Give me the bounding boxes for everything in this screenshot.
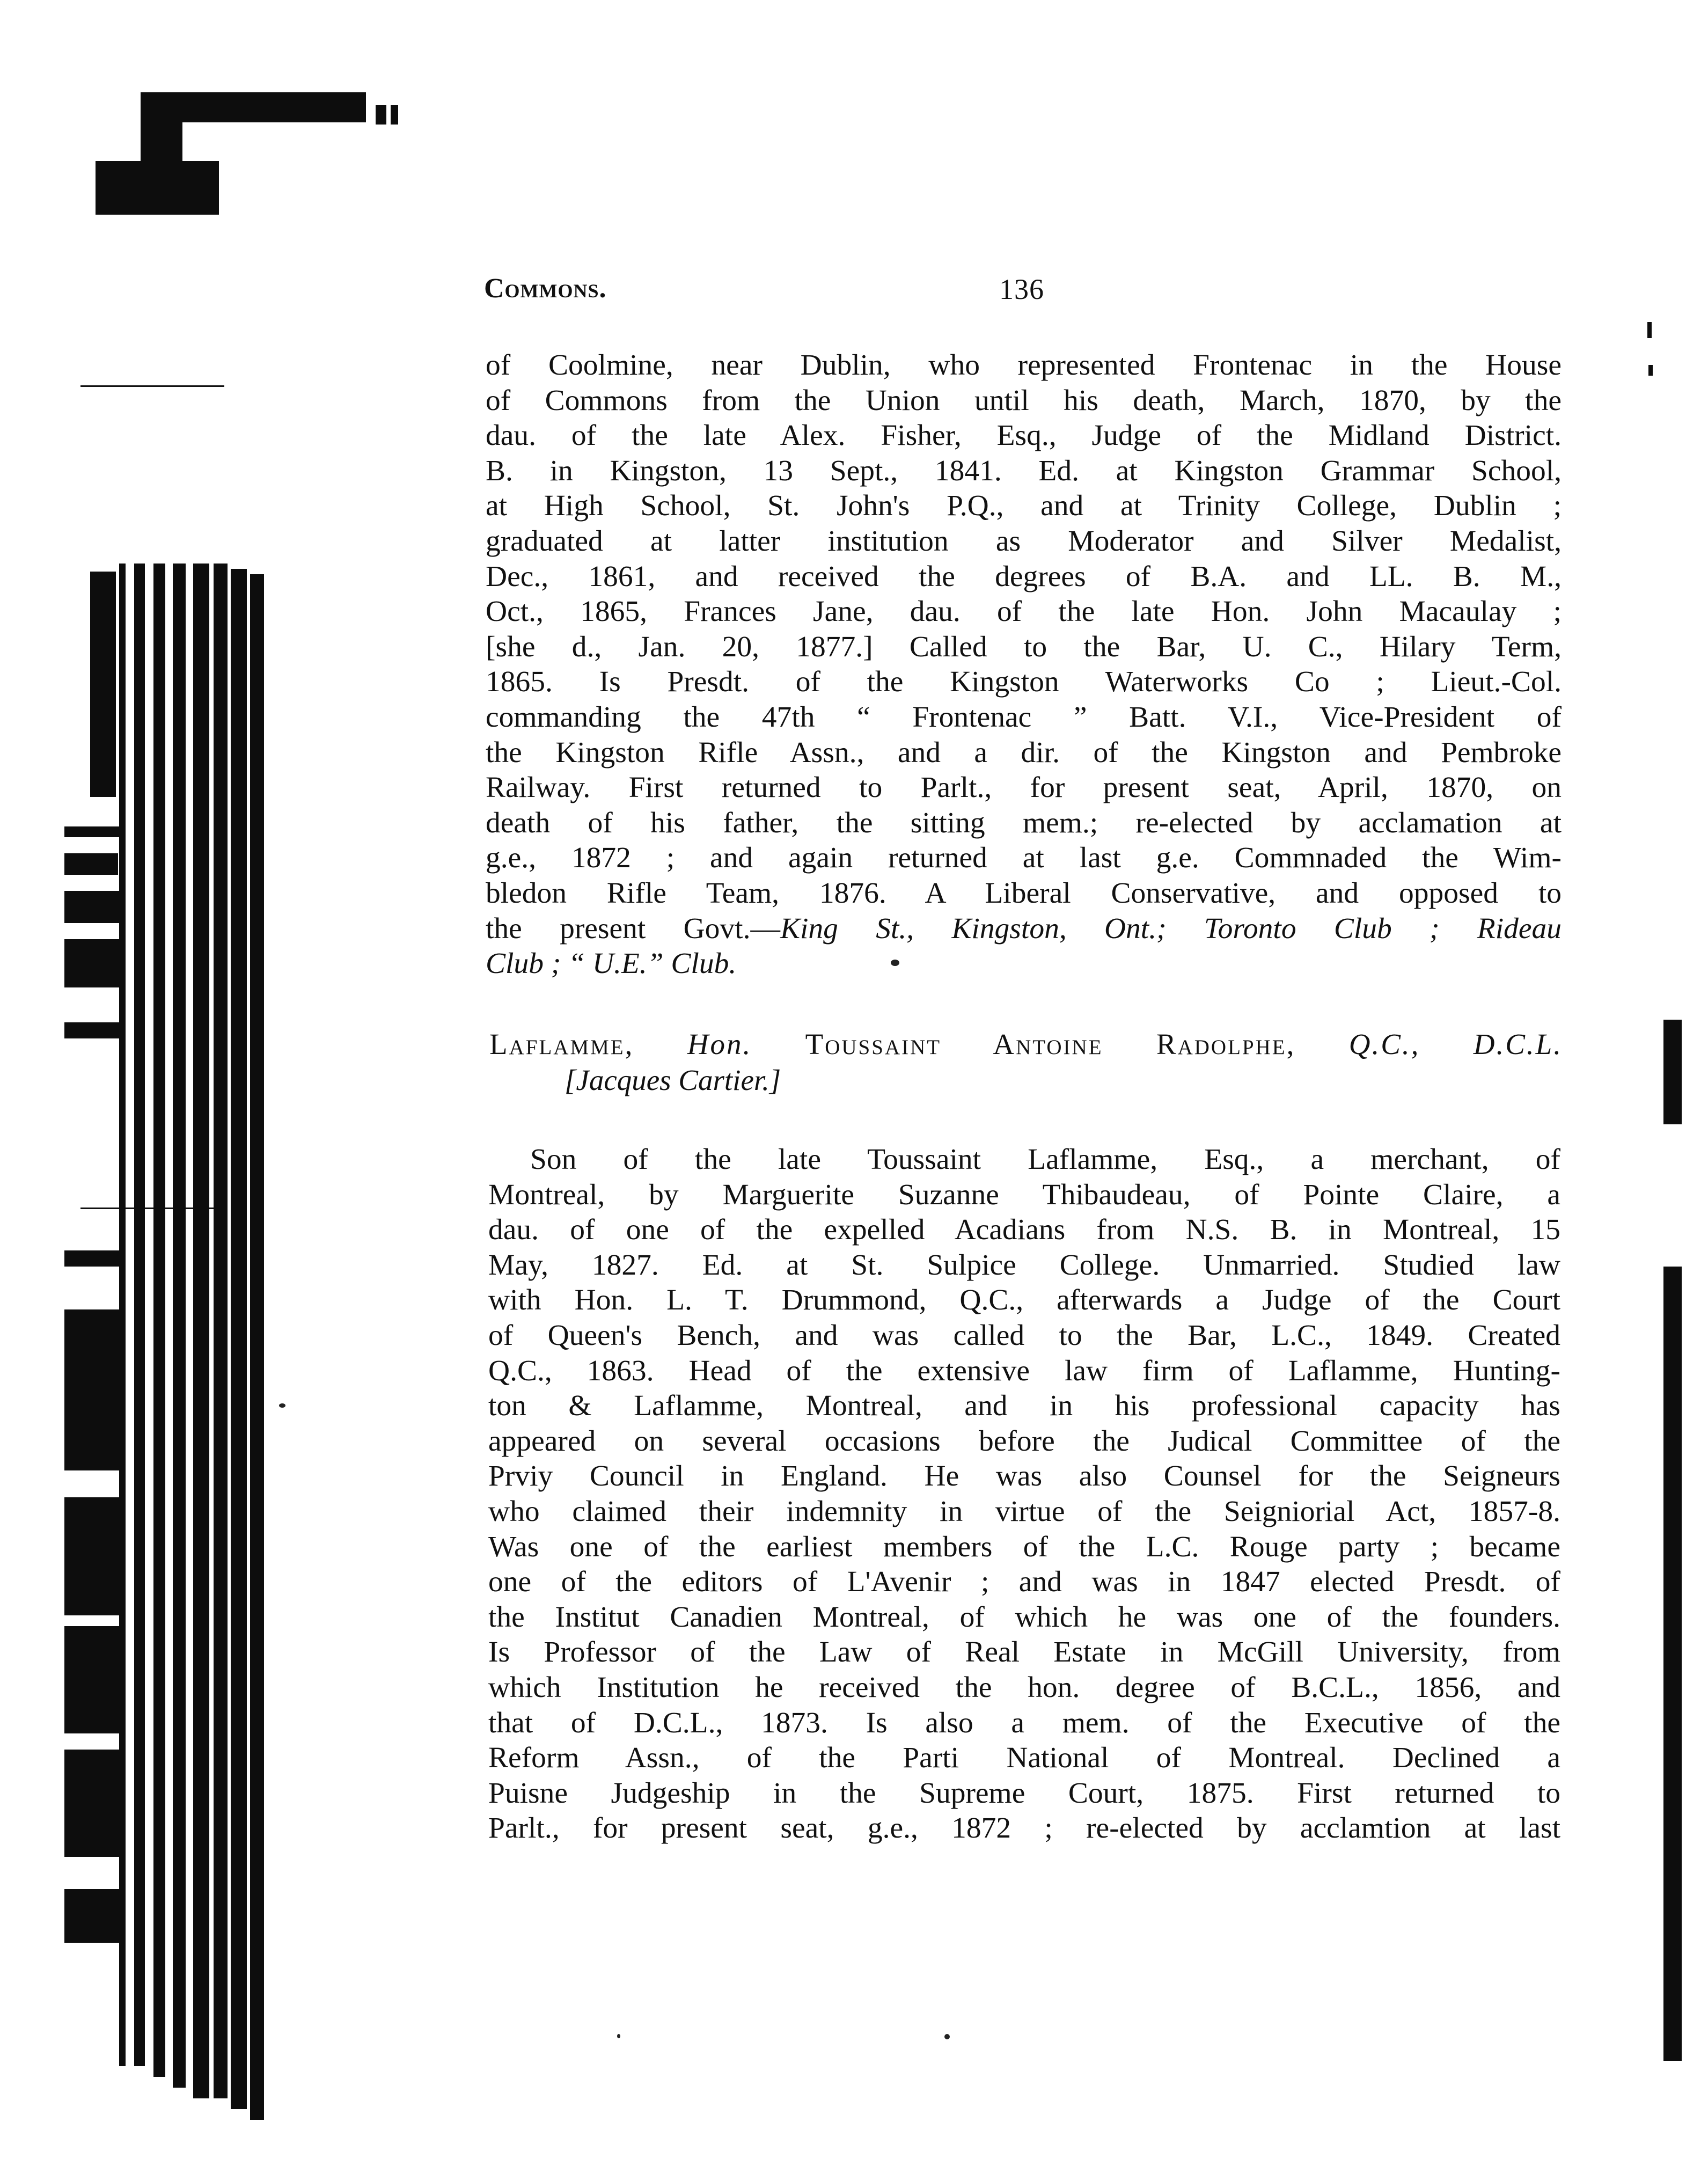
text-line: of Coolmine, near Dublin, who represented Frontenac in the House (486, 349, 1562, 382)
text-line: the Kingston Rifle Assn., and a dir. of the Kingston and Pembroke (486, 736, 1562, 769)
text-line: appeared on several occasions before the Judical Committee of the (488, 1424, 1560, 1458)
scan-bar (173, 564, 186, 2088)
text-line: at High School, St. John's P.Q., and at Trinity College, Dublin ; (486, 489, 1562, 523)
scan-bar (231, 569, 247, 2109)
text-run: the present Govt.— (486, 912, 780, 945)
entry-surname: Laflamme, (489, 1028, 634, 1060)
scan-block (64, 853, 118, 875)
text-line: Reform Assn., of the Parti National of Montreal. Declined a (488, 1741, 1560, 1775)
scan-mark-corner (96, 161, 219, 215)
scan-block (64, 1497, 123, 1615)
margin-rule (80, 385, 224, 387)
scan-block (64, 1022, 123, 1038)
scan-mark-corner (141, 122, 182, 171)
text-line: of Commons from the Union until his death, March, 1870, by the (486, 384, 1562, 417)
scan-block (64, 1250, 123, 1267)
running-head (484, 273, 1573, 316)
continued-entry-text (486, 348, 1562, 982)
text-line (486, 911, 1562, 947)
text-line: Is Professor of the Law of Real Estate in McGill University, from (488, 1636, 1560, 1669)
section-title: Commons. (484, 273, 607, 304)
text-line: bledon Rifle Team, 1876. A Liberal Conservative, and opposed to (486, 876, 1562, 910)
text-line: ton & Laflamme, Montreal, and in his professional capacity has (488, 1389, 1560, 1423)
page-number: 136 (999, 273, 1044, 305)
scan-block (64, 1309, 123, 1470)
address-text: Club ; “ U.E.” Club. (486, 947, 737, 980)
entry-heading (489, 1027, 1563, 1062)
scan-bar (90, 572, 116, 797)
text-line: [she d., Jan. 20, 1877.] Called to the Bar, U. C., Hilary Term, (486, 630, 1562, 663)
scan-mark-right (1647, 322, 1652, 338)
text-line: that of D.C.L., 1873. Is also a mem. of the Executive of the (488, 1706, 1560, 1739)
scan-block (64, 1626, 123, 1733)
text-line: Oct., 1865, Frances Jane, dau. of the late Hon. John Macaulay ; (486, 595, 1562, 628)
text-line: dau. of the late Alex. Fisher, Esq., Judge of the Midland District. (486, 419, 1562, 452)
entry-forenames: Toussaint Antoine Radolphe, (805, 1028, 1296, 1060)
text-line: graduated at latter institution as Moderator and Silver Medalist, (486, 524, 1562, 558)
entry-qualifications: Q.C., D.C.L. (1348, 1028, 1563, 1060)
scan-bar (134, 564, 145, 2066)
scan-mark-corner (391, 105, 398, 125)
text-line: one of the editors of L'Avenir ; and was in 1847 elected Presdt. of (488, 1565, 1560, 1599)
scan-block (64, 939, 123, 987)
scan-mark-right (1648, 365, 1653, 376)
text-line: Puisne Judgeship in the Supreme Court, 1875. First returned to (488, 1776, 1560, 1810)
scan-bar-right (1663, 1020, 1682, 1124)
entry-constituency: [Jacques Cartier.] (565, 1064, 781, 1096)
text-line: Q.C., 1863. Head of the extensive law firm of Laflamme, Hunting- (488, 1354, 1560, 1387)
scan-bar (193, 564, 209, 2098)
address-text: King St., Kingston, Ont.; Toronto Club ; Rideau (780, 912, 1562, 945)
text-line: of Queen's Bench, and was called to the Bar, L.C., 1849. Created (488, 1319, 1560, 1352)
text-line: Son of the late Toussaint Laflamme, Esq., a merchant, of (530, 1143, 1560, 1176)
margin-rule (80, 1208, 224, 1209)
scan-mark-corner (376, 105, 386, 125)
scan-bar-right (1663, 1267, 1682, 2061)
text-line: 1865. Is Presdt. of the Kingston Waterworks Co ; Lieut.-Col. (486, 665, 1562, 699)
text-line: with Hon. L. T. Drummond, Q.C., afterwards a Judge of the Court (488, 1284, 1560, 1317)
text-line: B. in Kingston, 13 Sept., 1841. Ed. at Kingston Grammar School, (486, 454, 1562, 487)
entry-body-text (488, 1142, 1560, 1846)
scan-bar (119, 564, 126, 2066)
text-line: Was one of the earliest members of the L.C. Rouge party ; became (488, 1530, 1560, 1563)
scan-block (64, 1889, 123, 1943)
text-line: commanding the 47th “ Frontenac ” Batt. V.I., Vice-President of (486, 700, 1562, 734)
text-line: May, 1827. Ed. at St. Sulpice College. Unmarried. Studied law (488, 1248, 1560, 1282)
scan-block (64, 1750, 123, 1857)
scan-bar (153, 564, 165, 2077)
text-line: Prviy Council in England. He was also Counsel for the Seigneurs (488, 1460, 1560, 1493)
scan-bar (214, 564, 228, 2098)
text-line: Railway. First returned to Parlt., for present seat, April, 1870, on (486, 771, 1562, 804)
scan-block (64, 891, 123, 923)
text-line: Parlt., for present seat, g.e., 1872 ; re-elected by acclamtion at last (488, 1812, 1560, 1845)
text-line: dau. of one of the expelled Acadians from N.S. B. in Montreal, 15 (488, 1213, 1560, 1247)
scan-speck (944, 2034, 950, 2039)
text-line: death of his father, the sitting mem.; re-elected by acclamation at (486, 806, 1562, 839)
entry-title: Hon. (687, 1028, 752, 1060)
text-line: Montreal, by Marguerite Suzanne Thibaudeau, of Pointe Claire, a (488, 1178, 1560, 1211)
text-line: who claimed their indemnity in virtue of the Seigniorial Act, 1857-8. (488, 1495, 1560, 1528)
text-line: which Institution he received the hon. degree of B.C.L., 1856, and (488, 1671, 1560, 1704)
text-line: g.e., 1872 ; and again returned at last g.e. Commnaded the Wim- (486, 841, 1562, 875)
text-line: Dec., 1861, and received the degrees of B.A. and LL. B. M., (486, 560, 1562, 593)
scan-speck (279, 1403, 285, 1408)
scan-speck (617, 2034, 620, 2038)
scan-mark-corner (141, 92, 366, 122)
text-line: the Institut Canadien Montreal, of which he was one of the founders. (488, 1600, 1560, 1634)
scan-block (64, 826, 123, 837)
scan-bar (250, 574, 264, 2120)
